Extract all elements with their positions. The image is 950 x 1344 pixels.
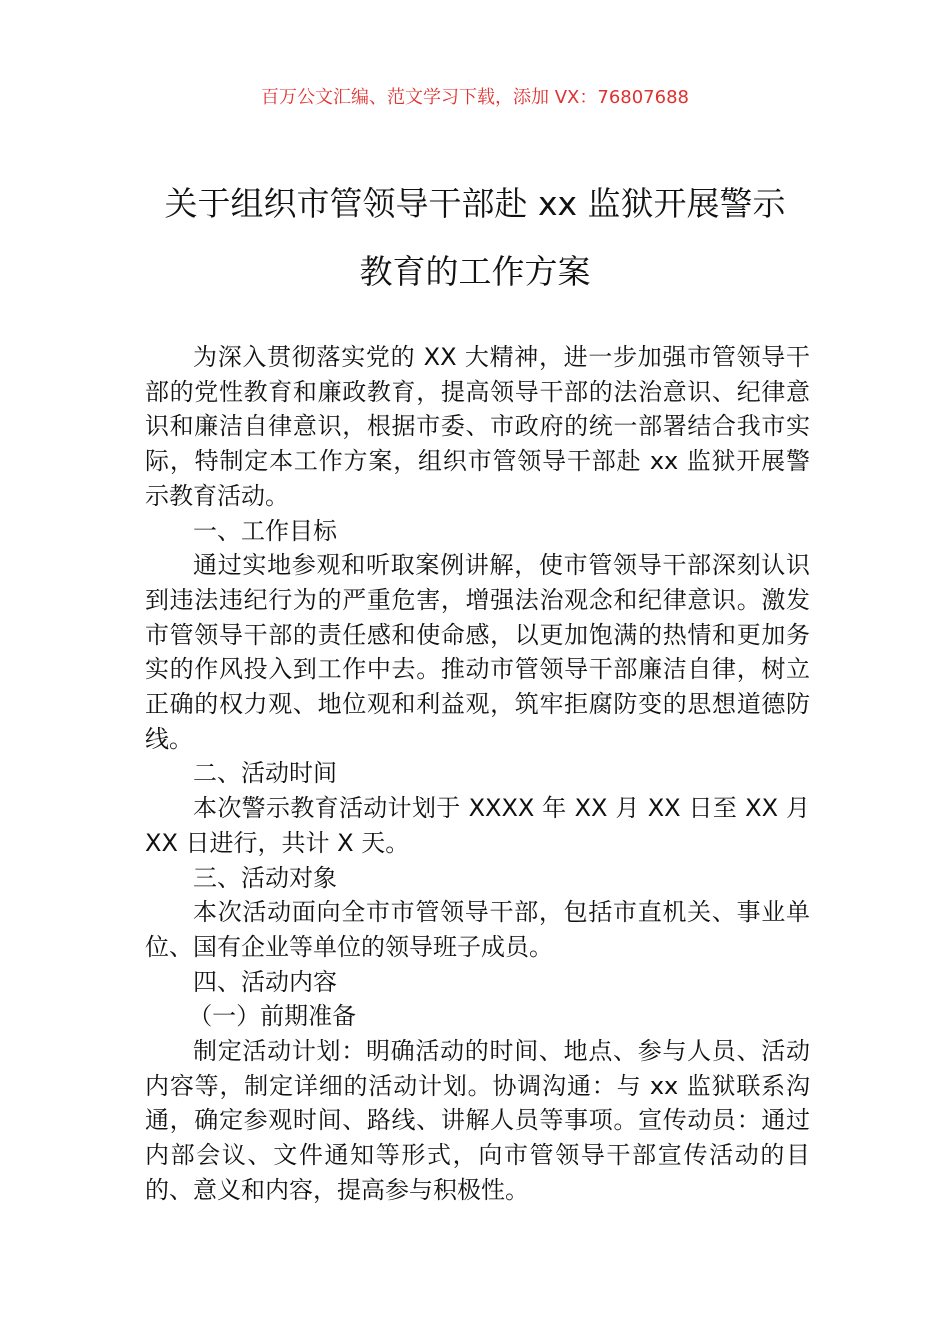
section-4-subheading-1: （一）前期准备 (188, 1002, 357, 1031)
section-4-sub-1-paragraph: 制定活动计划：明确活动的时间、地点、参与人员、活动内容等，制定详细的活动计划。协调沟通：与 xx 监狱联系沟通，确定参观时间、路线、讲解人员等事项。宣传动员：通过内部会议、文件通知等形式，向市管领导干部宣传活动的目的、意义和内容，提高参与积极性。 (145, 1037, 810, 1204)
document-title-line-2: 教育的工作方案 (359, 252, 591, 291)
section-3-paragraph: 本次活动面向全市市管领导干部，包括市直机关、事业单位、国有企业等单位的领导班子成员。 (145, 898, 810, 961)
section-4-heading: 四、活动内容 (193, 967, 337, 996)
section-1-paragraph: 通过实地参观和听取案例讲解，使市管领导干部深刻认识到违法违纪行为的严重危害，增强法治观念和纪律意识。激发市管领导干部的责任感和使命感，以更加饱满的热情和更加务实的作风投入到工作中去。推动市管领导干部廉洁自律，树立正确的权力观、地位观和利益观，筑牢拒腐防变的思想道德防线。 (145, 551, 810, 753)
document-title-line-1: 关于组织市管领导干部赴 xx 监狱开展警示 (164, 184, 786, 223)
intro-paragraph: 为深入贯彻落实党的 XX 大精神，进一步加强市管领导干部的党性教育和廉政教育，提高领导干部的法治意识、纪律意识和廉洁自律意识，根据市委、市政府的统一部署结合我市实际，特制定本工作方案，组织市管领导干部赴 xx 监狱开展警示教育活动。 (145, 343, 810, 510)
section-1-heading: 一、工作目标 (193, 516, 337, 545)
section-2-heading: 二、活动时间 (193, 759, 337, 788)
watermark-banner: 百万公文汇编、范文学习下载，添加 VX：76807688 (261, 87, 689, 108)
section-2-paragraph: 本次警示教育活动计划于 XXXX 年 XX 月 XX 日至 XX 月 XX 日进行，共计 X 天。 (145, 794, 810, 857)
section-3-heading: 三、活动对象 (193, 863, 337, 892)
document-body (145, 340, 810, 1208)
